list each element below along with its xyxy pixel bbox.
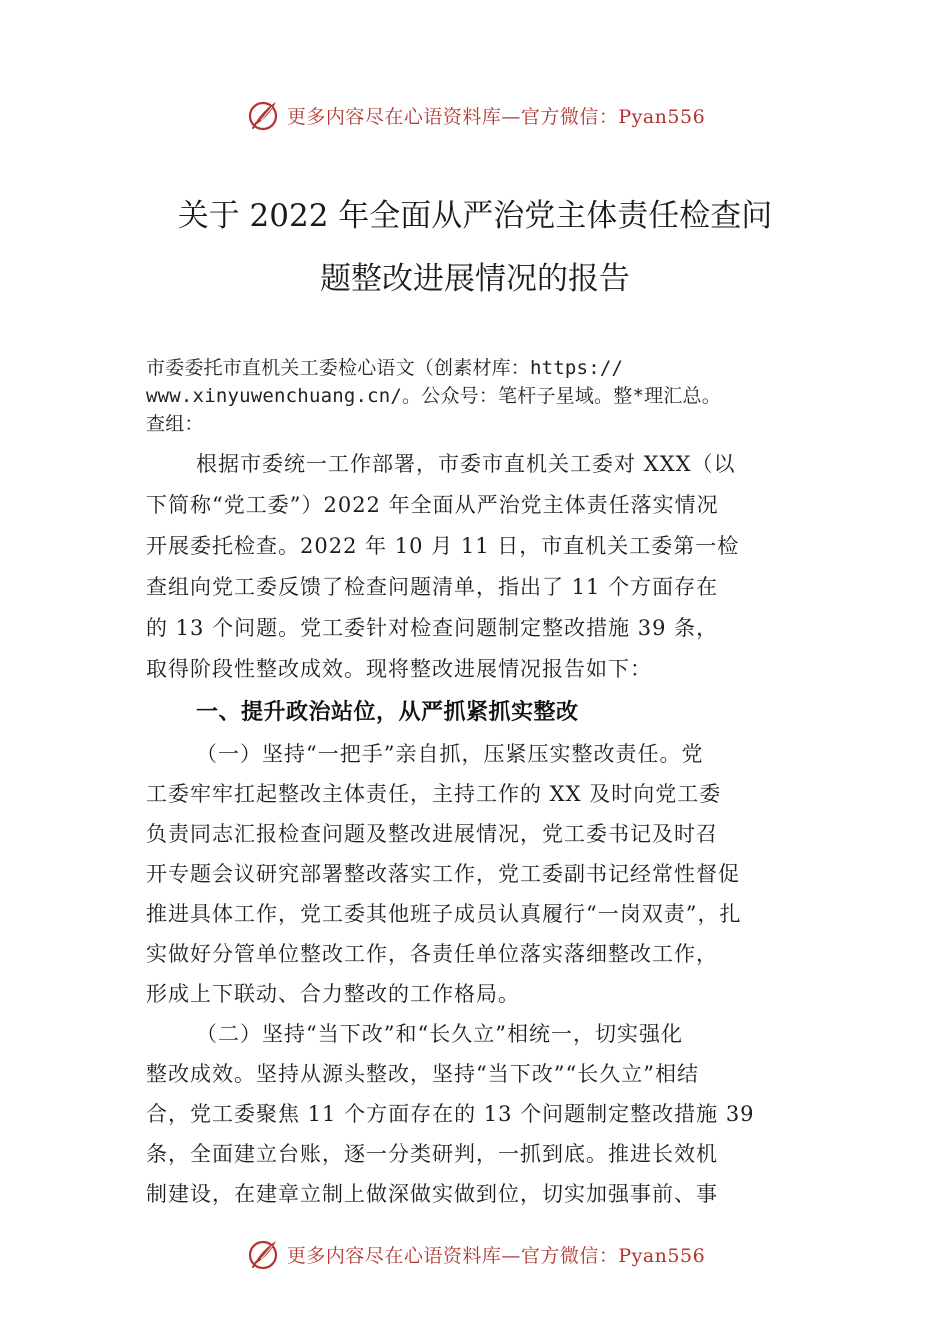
banner-text: 更多内容尽在心语资料库—官方微信：Pyan556 xyxy=(286,1244,706,1267)
banner-text: 更多内容尽在心语资料库—官方微信：Pyan556 xyxy=(286,105,706,128)
source-note-line-1: 市委委托市直机关工委检心语文（创素材库：https:// xyxy=(146,357,624,379)
paragraph-3-line: 合，党工委聚焦 11 个方面存在的 13 个问题制定整改措施 39 xyxy=(146,1102,755,1126)
paragraph-2-line: 形成上下联动、合力整改的工作格局。 xyxy=(146,982,520,1006)
paragraph-2-line: 负责同志汇报检查问题及整改进展情况，党工委书记及时召 xyxy=(146,822,718,846)
source-note-line-3: 查组： xyxy=(146,413,204,435)
paragraph-1-line: 根据市委统一工作部署，市委市直机关工委对 XXX（以 xyxy=(196,452,736,476)
paragraph-1-line: 查组向党工委反馈了检查问题清单，指出了 11 个方面存在 xyxy=(146,575,719,599)
header-banner xyxy=(0,95,950,135)
quill-pen-logo-icon xyxy=(245,1236,281,1272)
document-title-line-2: 题整改进展情况的报告 xyxy=(320,261,630,297)
paragraph-1-line: 开展委托检查。2022 年 10 月 11 日，市直机关工委第一检 xyxy=(146,534,740,558)
paragraph-2-line: 开专题会议研究部署整改落实工作，党工委副书记经常性督促 xyxy=(146,862,740,886)
paragraph-2-line: 工委牢牢扛起整改主体责任，主持工作的 XX 及时向党工委 xyxy=(146,782,722,806)
paragraph-3-line: 整改成效。坚持从源头整改，坚持“当下改”“长久立”相结 xyxy=(146,1062,699,1086)
section-heading-1: 一、提升政治站位，从严抓紧抓实整改 xyxy=(196,700,579,725)
quill-pen-logo-icon xyxy=(245,97,281,133)
paragraph-3-line: （二）坚持“当下改”和“长久立”相统一，切实强化 xyxy=(196,1022,683,1046)
paragraph-1-line: 取得阶段性整改成效。现将整改进展情况报告如下： xyxy=(146,657,652,681)
footer-banner xyxy=(0,1234,950,1274)
paragraph-3-line: 条，全面建立台账，逐一分类研判，一抓到底。推进长效机 xyxy=(146,1142,718,1166)
paragraph-3-line: 制建设，在建章立制上做深做实做到位，切实加强事前、事 xyxy=(146,1182,718,1206)
source-note-line-2: www.xinyuwenchuang.cn/。公众号：笔杆子星域。整*理汇总。 xyxy=(146,385,721,407)
paragraph-2-line: 推进具体工作，党工委其他班子成员认真履行“一岗双责”，扎 xyxy=(146,902,742,926)
document-title-line-1: 关于 2022 年全面从严治党主体责任检查问 xyxy=(177,198,773,234)
paragraph-1-line: 下简称“党工委”）2022 年全面从严治党主体责任落实情况 xyxy=(146,493,719,517)
paragraph-2-line: 实做好分管单位整改工作，各责任单位落实落细整改工作， xyxy=(146,942,718,966)
paragraph-1-line: 的 13 个问题。党工委针对检查问题制定整改措施 39 条， xyxy=(146,616,719,640)
paragraph-2-line: （一）坚持“一把手”亲自抓，压紧压实整改责任。党 xyxy=(196,742,704,766)
